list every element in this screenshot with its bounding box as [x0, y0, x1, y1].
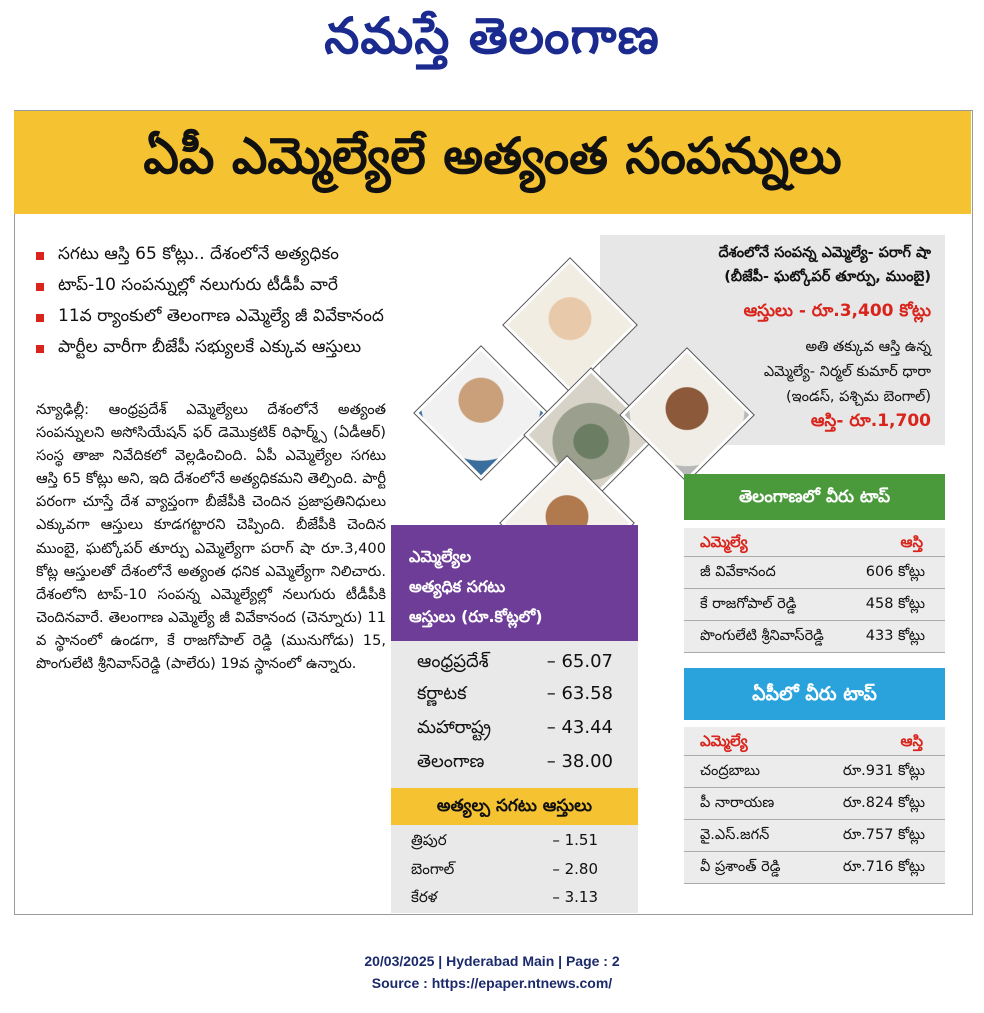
table-header: [684, 727, 945, 756]
ap-top-title: ఏపీలో వీరు టాప్: [684, 668, 945, 720]
state-value: – 43.44: [546, 717, 613, 738]
masthead: [0, 0, 984, 100]
bullet-icon: [36, 283, 44, 291]
state-name: బెంగాల్: [411, 860, 455, 878]
mla-assets: 433 కోట్లు: [865, 628, 925, 644]
mla-assets: 606 కోట్లు: [865, 564, 925, 580]
footer-source-line: Source : https://epaper.ntnews.com/: [371, 975, 613, 991]
poorest-mla-line3: (ఇండస్, పశ్చిమ బెంగాల్): [786, 389, 931, 405]
mla-name: వీ ప్రశాంత్ రెడ్డి: [700, 859, 781, 875]
poorest-mla-line2: ఎమ్మెల్యే- నిర్మల్ కుమార్ ధారా: [763, 364, 931, 380]
bullet-item: [36, 240, 506, 271]
table-row: [391, 827, 638, 856]
table-row: [684, 820, 945, 852]
avg-assets-title-line3: ఆస్తులు (రూ.కోట్లలో): [409, 607, 543, 626]
state-name: త్రిపుర: [411, 831, 447, 849]
bullet-icon: [36, 314, 44, 322]
telangana-top-table: [684, 528, 945, 653]
mla-name: చంద్రబాబు: [700, 763, 761, 779]
bullet-item: [36, 333, 506, 364]
richest-mla-party: (బీజేపీ- ఘట్కోపర్ తూర్పు, ముంబై): [724, 269, 931, 285]
table-row: [391, 679, 638, 711]
bullet-text: పార్టీల వారీగా బీజేపీ సభ్యులకే ఎక్కువ ఆస్తులు: [58, 336, 362, 357]
state-value: – 2.80: [552, 860, 598, 878]
poorest-mla-info: [764, 335, 931, 410]
state-value: – 38.00: [546, 751, 613, 772]
mla-name: కే రాజగోపాల్ రెడ్డి: [700, 596, 797, 612]
state-value: – 1.51: [552, 831, 598, 849]
bullet-item: [36, 271, 506, 302]
bullet-text: సగటు ఆస్తి 65 కోట్లు.. దేశంలోనే అత్యధికం: [58, 243, 339, 264]
article-paragraph: న్యూఢిల్లీ: ఆంధ్రప్రదేశ్ ఎమ్మెల్యేలు దేశంలోనే అత్యంత సంపన్నులని అసోసియేషన్ ఫర్ డెమొక్రటిక్ రిఫార్మ్స్ (ఏడీఆర్) సంస్థ తాజా నివేదికలో వెల్లడించింది. ఏపీ ఎమ్మెల్యేల సగటు ఆస్తి 65 కోట్లు అని, ఇది దేశంలోనే అత్యధికమని తెల్పింది. పార్టీ పరంగా చూస్తే దేశ వ్యాప్తంగా బీజేపీకి చెందిన ప్రజాప్రతినిధులు ఎక్కువగా ఆస్తులు కూడగట్టారని చెప్పింది. బీజేపీకి చెందిన ముంబై, ఘట్కోపర్ తూర్పు ఎమ్మెల్యేగా పరాగ్ షా రూ.3,400 కోట్ల ఆస్తులతో దేశంలోనే అత్యంత ధనిక ఎమ్మెల్యేగా నిలిచారు. దేశంలోని టాప్-10 సంపన్న ఎమ్మెల్యేల్లో నలుగురు టీడీపీకి చెందినవారే. తెలంగాణ ఎమ్మెల్యే జీ వివేకానంద (చెన్నూరు) 11 వ స్థానంలో ఉండగా, కే రాజగోపాల్ రెడ్డి (మునుగోడు) 15, పొంగులేటి శ్రీనివాస్‌రెడ్డి (పాలేరు) 19వ స్థానంలో ఉన్నారు.: [36, 401, 386, 673]
table-row: [684, 557, 945, 589]
state-value: – 3.13: [552, 888, 598, 906]
table-row: [684, 621, 945, 653]
state-name: ఆంధ్రప్రదేశ్: [417, 651, 489, 672]
mla-assets: రూ.716 కోట్లు: [842, 859, 925, 875]
table-row: [684, 852, 945, 884]
state-value: – 65.07: [546, 651, 613, 672]
table-row: [684, 788, 945, 820]
headline-banner: [14, 111, 971, 214]
state-name: మహారాష్ట్ర: [417, 717, 492, 738]
poorest-mla-assets: ఆస్తి- రూ.1,700: [810, 411, 931, 431]
newspaper-logo: నమస్తే తెలంగాణ: [324, 6, 660, 65]
bullet-icon: [36, 345, 44, 353]
lowest-avg-table: [391, 825, 638, 913]
telangana-top-title: తెలంగాణలో వీరు టాప్: [684, 474, 945, 520]
table-row: [391, 747, 638, 779]
bullet-text: 11వ ర్యాంకులో తెలంగాణ ఎమ్మెల్యే జీ వివేకానంద: [58, 305, 384, 326]
avg-assets-header: [391, 525, 638, 641]
table-row: [391, 713, 638, 745]
mla-assets: రూ.931 కోట్లు: [842, 763, 925, 779]
column-header-assets: ఆస్తి: [900, 533, 923, 551]
poorest-mla-line1: అతి తక్కువ ఆస్తి ఉన్న: [805, 339, 931, 355]
table-row: [391, 647, 638, 679]
avg-assets-table: [391, 641, 638, 788]
avg-assets-title-line1: ఎమ్మెల్యేల: [409, 547, 472, 566]
bullet-list: [36, 240, 506, 364]
table-row: [391, 856, 638, 885]
mla-name: జీ వివేకానంద: [700, 564, 776, 580]
state-value: – 63.58: [546, 683, 613, 704]
footer-date-line: 20/03/2025 | Hyderabad Main | Page : 2: [364, 953, 620, 969]
headline: ఏపీ ఎమ్మెల్యేలే అత్యంత సంపన్నులు: [143, 127, 842, 185]
table-row: [684, 589, 945, 621]
column-header-assets: ఆస్తి: [900, 732, 923, 750]
table-row: [684, 756, 945, 788]
mla-assets: 458 కోట్లు: [865, 596, 925, 612]
mla-assets: రూ.824 కోట్లు: [842, 795, 925, 811]
mla-assets: రూ.757 కోట్లు: [842, 827, 925, 843]
state-name: తెలంగాణ: [417, 751, 485, 772]
lowest-avg-title: అత్యల్ప సగటు ఆస్తులు: [391, 788, 638, 825]
ap-top-table: [684, 727, 945, 884]
mla-name: పొంగులేటి శ్రీనివాస్‌రెడ్డి: [700, 628, 824, 644]
bullet-item: [36, 302, 506, 333]
mla-name: వై.ఎస్.జగన్: [700, 827, 770, 843]
richest-mla-info: [719, 241, 931, 289]
richest-mla-line: దేశంలోనే సంపన్న ఎమ్మెల్యే- పరాగ్ షా: [718, 245, 931, 261]
column-header-mla: ఎమ్మెల్యే: [700, 732, 748, 750]
mla-name: పీ నారాయణ: [700, 795, 775, 811]
article-body: [36, 398, 386, 675]
table-header: [684, 528, 945, 557]
state-name: కర్ణాటక: [417, 683, 467, 704]
avg-assets-title-line2: అత్యధిక సగటు: [409, 577, 506, 596]
state-name: కేరళ: [411, 888, 438, 906]
richest-mla-assets: ఆస్తులు - రూ.3,400 కోట్లు: [743, 301, 931, 321]
column-header-mla: ఎమ్మెల్యే: [700, 533, 748, 551]
table-row: [391, 884, 638, 913]
bullet-icon: [36, 252, 44, 260]
bullet-text: టాప్-10 సంపన్నుల్లో నలుగురు టీడీపీ వారే: [58, 274, 338, 295]
